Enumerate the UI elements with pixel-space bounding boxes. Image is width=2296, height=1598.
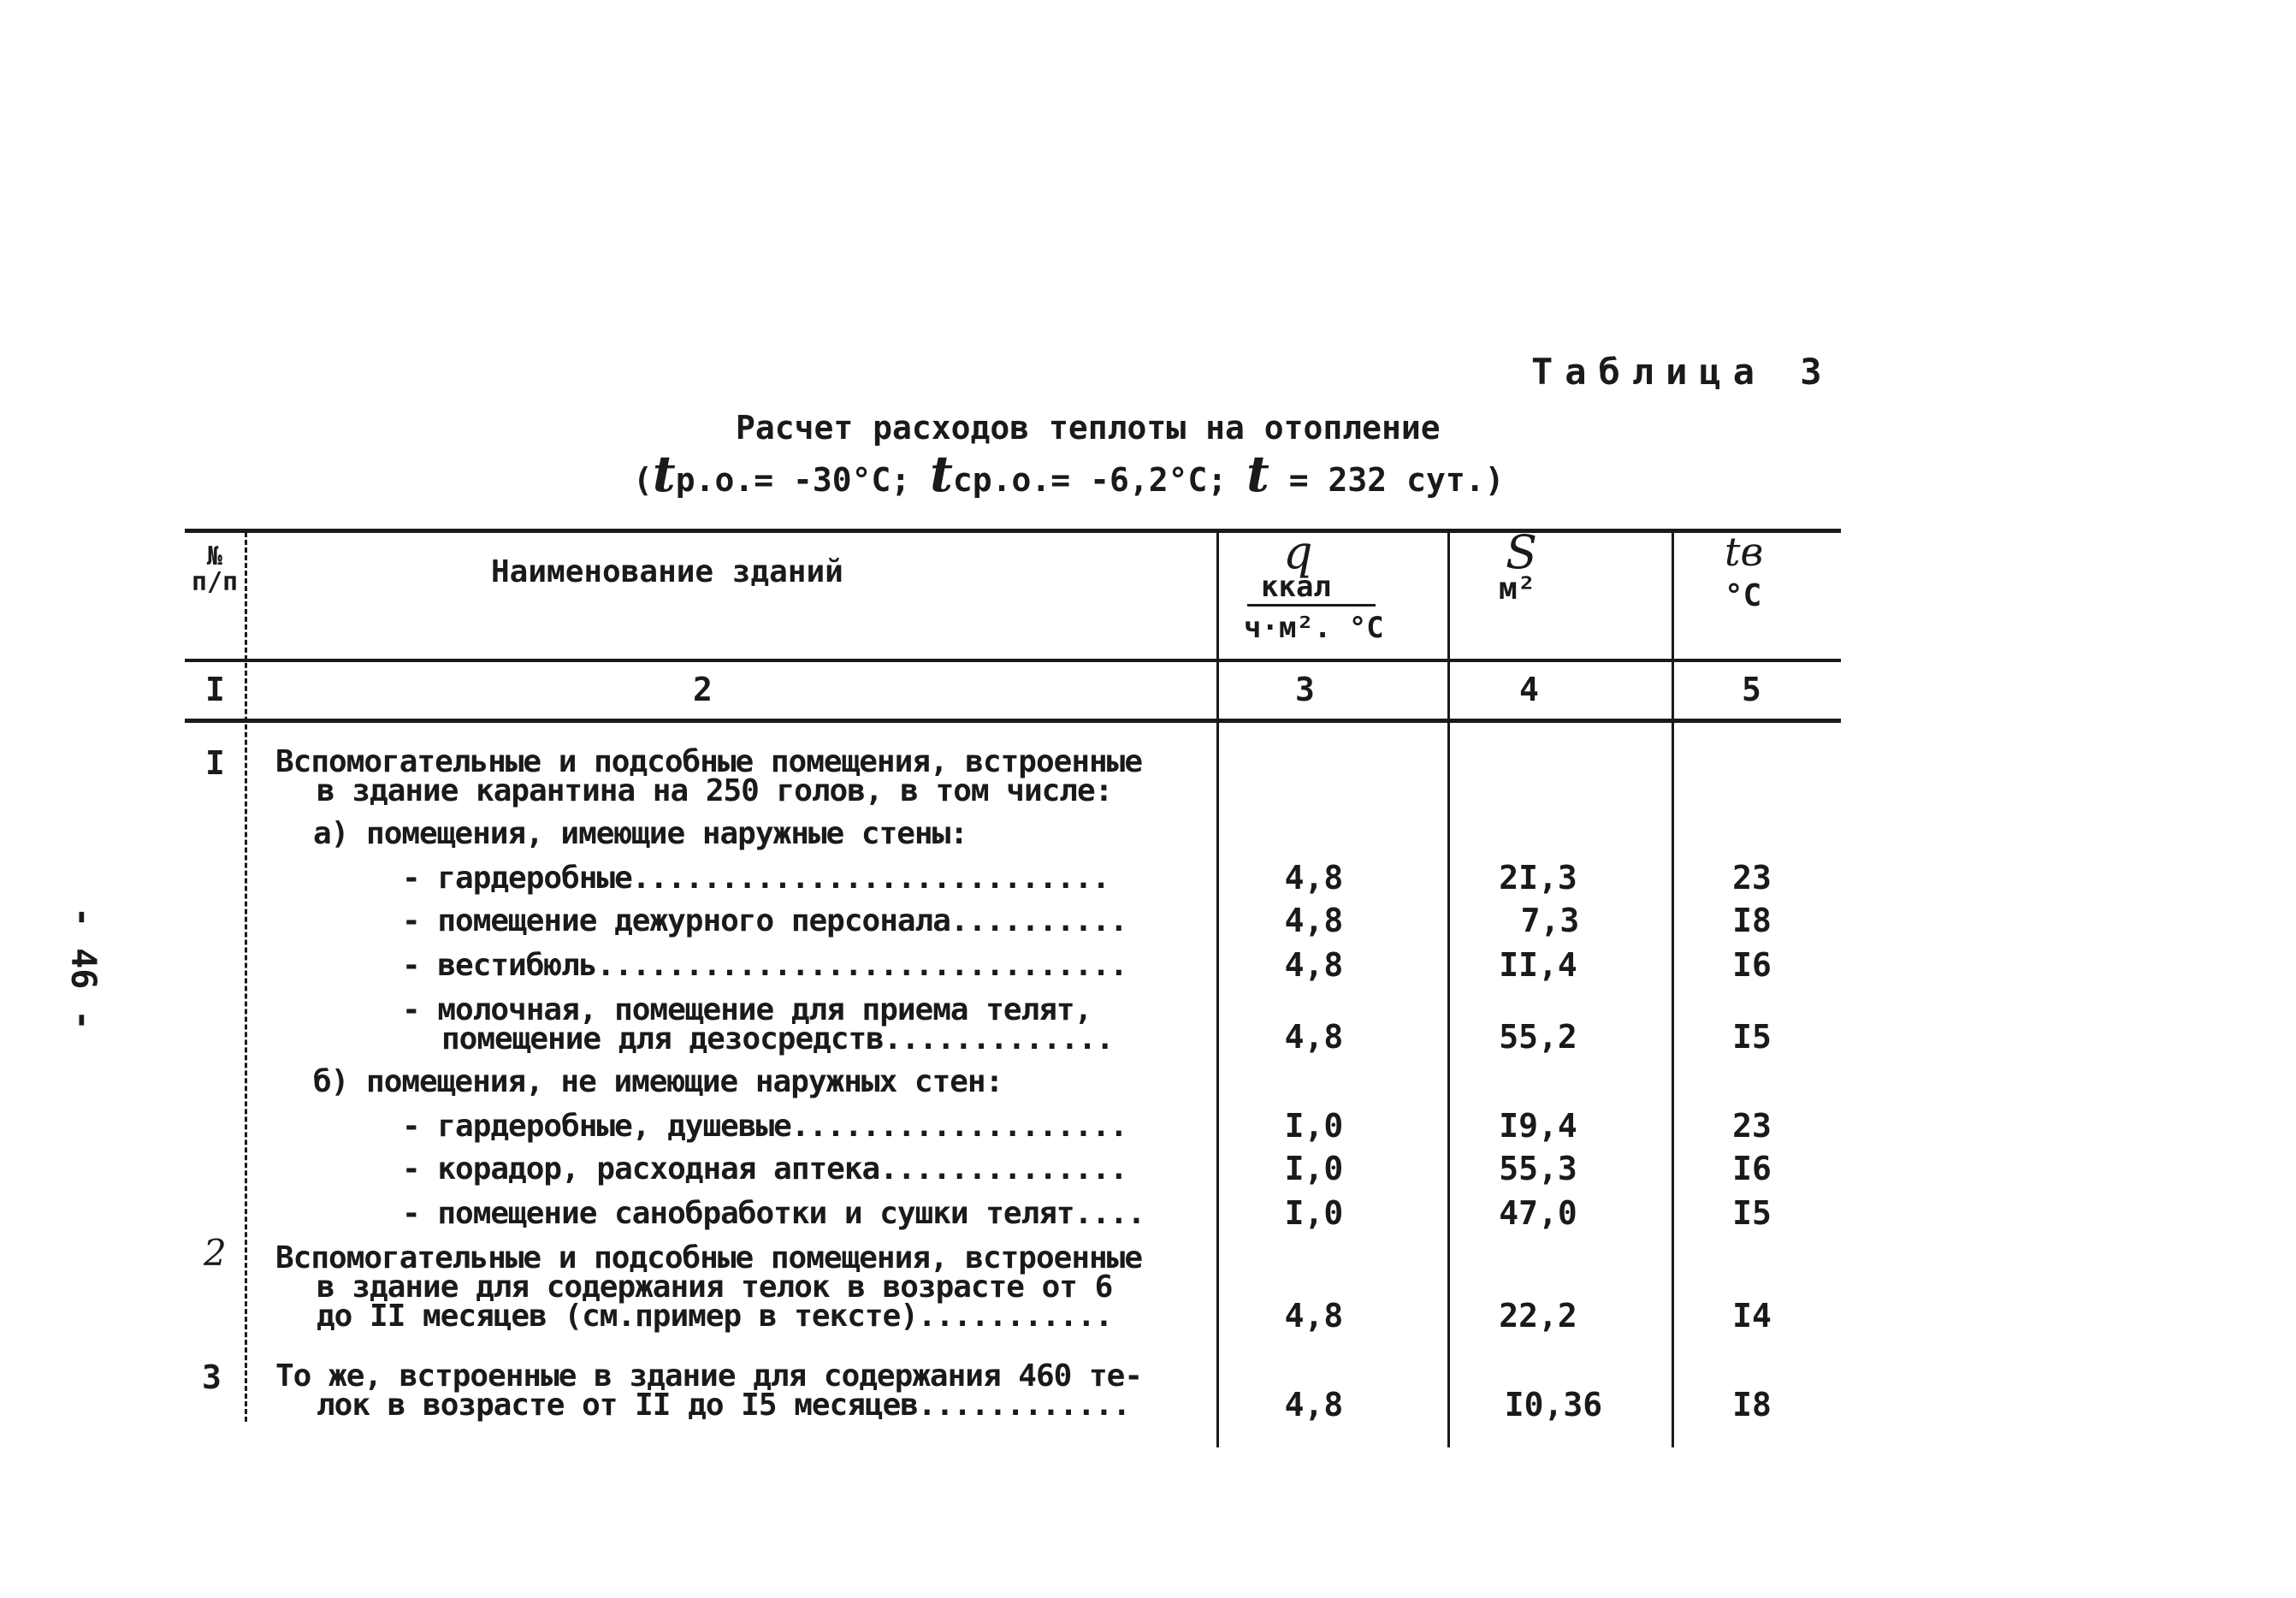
row1a1-q: 4,8	[1284, 859, 1344, 897]
row1a4-name-line2: помещение для дезосредств.............	[441, 1021, 1114, 1056]
colnum-3: 3	[1295, 671, 1315, 708]
header-col3-numerator: ккал	[1261, 570, 1331, 604]
header-col3-fraction-bar	[1247, 604, 1376, 607]
header-col1: № п/п	[191, 542, 239, 597]
row2-number: 2	[204, 1232, 227, 1274]
row2-s: 22,2	[1499, 1297, 1577, 1335]
row1a1-t: 23	[1732, 859, 1772, 897]
colnum-bottom-rule	[185, 719, 1841, 723]
row1a4-t: I5	[1732, 1018, 1772, 1056]
row2-t: I4	[1732, 1297, 1772, 1335]
header-col5-symbol: tв	[1725, 529, 1764, 575]
row1b1-s: I9,4	[1499, 1107, 1577, 1145]
row2-name-line2: в здание для содержания телок в возрасте от 6	[317, 1270, 1113, 1305]
row1a2-q: 4,8	[1284, 902, 1344, 939]
row1a2-name: - помещение дежурного персонала..........	[402, 903, 1127, 938]
row1b3-name: - помещение санобработки и сушки телят....	[402, 1196, 1145, 1231]
colnum-2: 2	[693, 671, 713, 708]
table-label: Таблица 3	[1531, 351, 1834, 393]
row1a4-q: 4,8	[1284, 1018, 1344, 1056]
table-title: Расчет расходов теплоты на отопление	[736, 409, 1441, 447]
header-col4-symbol: S	[1506, 525, 1537, 579]
row1a2-t: I8	[1732, 902, 1772, 939]
row1b2-t: I6	[1732, 1150, 1772, 1187]
row1b2-s: 55,3	[1499, 1150, 1577, 1187]
row1b-subheading: б) помещения, не имеющие наружных стен:	[313, 1064, 1003, 1099]
header-col3-symbol: q	[1283, 525, 1313, 579]
row1a3-s: II,4	[1499, 946, 1577, 984]
header-bottom-rule	[185, 659, 1841, 662]
row3-number: 3	[202, 1358, 222, 1396]
row1b2-q: I,0	[1284, 1150, 1344, 1187]
colnum-1: I	[205, 671, 225, 708]
header-col5-unit: °С	[1725, 578, 1762, 613]
col3-divider	[1447, 532, 1450, 1447]
row3-name-line1: То же, встроенные в здание для содержания 460 те-	[275, 1358, 1143, 1394]
page-number: - 46 -	[63, 907, 103, 1031]
table-top-rule	[185, 529, 1841, 533]
row1a3-t: I6	[1732, 946, 1772, 984]
row3-s: I0,36	[1504, 1386, 1603, 1423]
colnum-4: 4	[1519, 671, 1539, 708]
row1a4-name-line1: - молочная, помещение для приема телят,	[402, 992, 1092, 1027]
row1a3-name: - вестибюль..............................	[402, 948, 1127, 983]
row1a4-s: 55,2	[1499, 1018, 1577, 1056]
row1b3-q: I,0	[1284, 1194, 1344, 1232]
row1b1-t: 23	[1732, 1107, 1772, 1145]
row3-t: I8	[1732, 1386, 1772, 1423]
header-col3-denominator: ч·м². °С	[1244, 611, 1384, 645]
row2-q: 4,8	[1284, 1297, 1344, 1335]
colnum-5: 5	[1742, 671, 1761, 708]
row1-name-line1: Вспомогательные и подсобные помещения, встроенные	[275, 744, 1143, 779]
row3-q: 4,8	[1284, 1386, 1344, 1423]
row1-name-line2: в здание карантина на 250 голов, в том числе:	[317, 773, 1113, 808]
row1a1-s: 2I,3	[1499, 859, 1577, 897]
row3-name-line2: лок в возрасте от II до I5 месяцев............	[317, 1388, 1130, 1423]
row1a-subheading: а) помещения, имеющие наружные стены:	[313, 816, 968, 851]
row1-number: I	[205, 744, 225, 782]
col1-divider	[245, 532, 247, 1422]
col2-divider	[1216, 532, 1219, 1447]
row1b3-t: I5	[1732, 1194, 1772, 1232]
header-col2: Наименование зданий	[491, 554, 843, 589]
table-conditions: (tр.о.= -30°С; tср.о.= -6,2°С; t = 232 сут.)	[633, 445, 1505, 503]
row2-name-line3: до II месяцев (см.пример в тексте)...........	[317, 1299, 1113, 1334]
row1a2-s: 7,3	[1520, 902, 1580, 939]
row1a3-q: 4,8	[1284, 946, 1344, 984]
row1a1-name: - гардеробные...........................	[402, 861, 1110, 896]
row1b3-s: 47,0	[1499, 1194, 1577, 1232]
row2-name-line1: Вспомогательные и подсобные помещения, встроенные	[275, 1240, 1143, 1275]
header-col4-unit: м²	[1499, 571, 1536, 607]
row1b1-name: - гардеробные, душевые...................	[402, 1109, 1127, 1144]
row1b2-name: - корадор, расходная аптека..............	[402, 1151, 1127, 1187]
row1b1-q: I,0	[1284, 1107, 1344, 1145]
